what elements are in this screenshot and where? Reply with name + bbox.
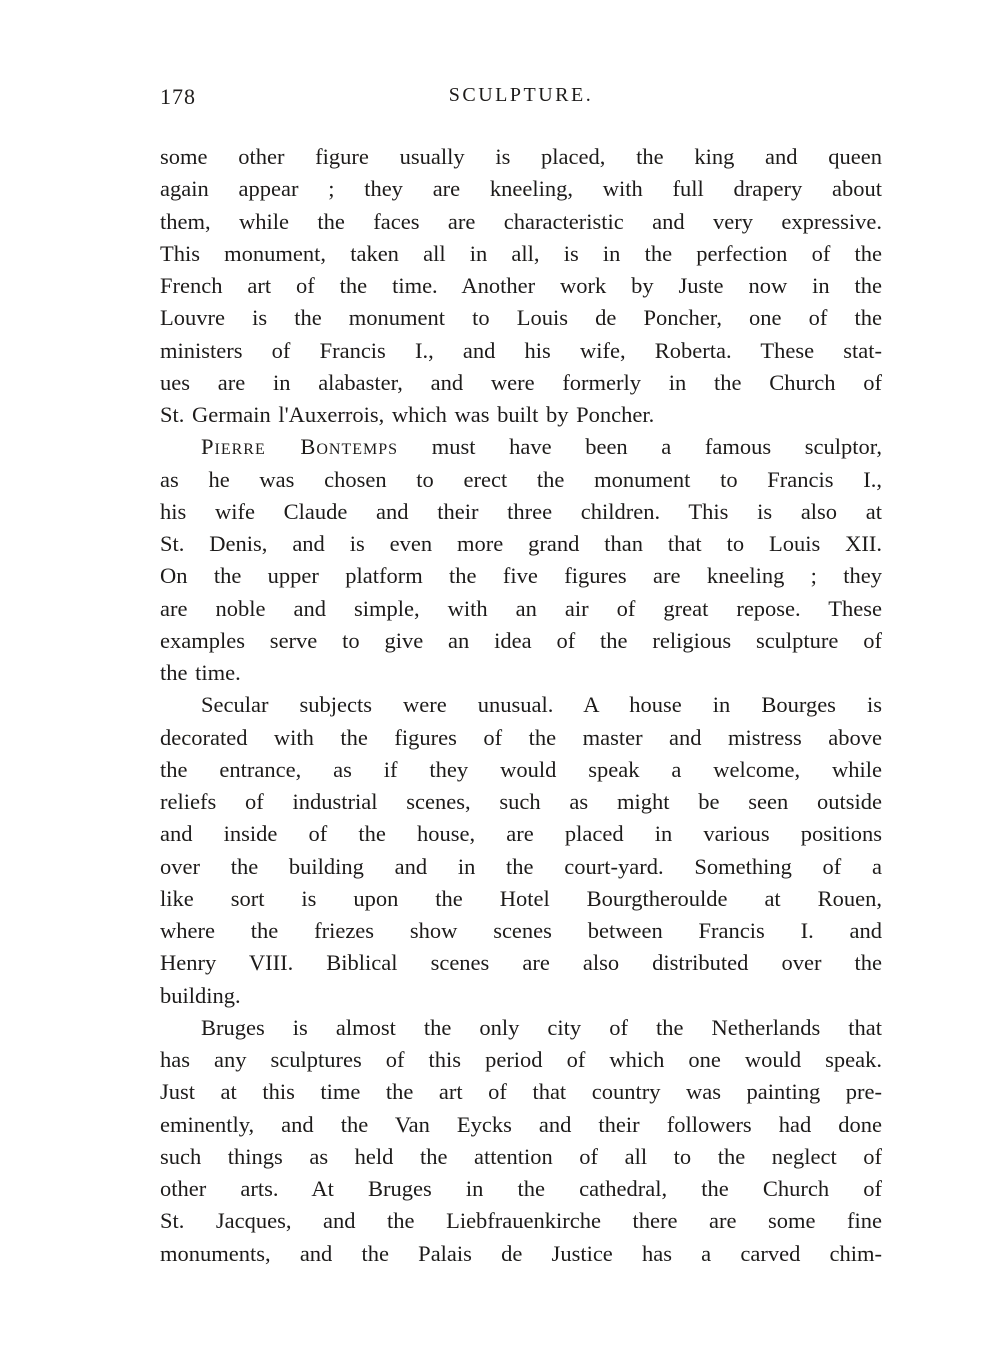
text-line: some other figure usually is placed, the king and queen	[160, 144, 882, 169]
page-header-row	[160, 84, 882, 114]
text-line: Louvre is the monument to Louis de Poncher, one of the	[160, 305, 882, 331]
text-line: like sort is upon the Hotel Bourgtheroulde at Rouen,	[160, 885, 882, 911]
text-line: over the building and in the court-yard. Something of a	[160, 853, 882, 879]
text-line: them, while the faces are characteristic and very expressive.	[160, 208, 882, 234]
text-line: examples serve to give an idea of the religious sculpture of	[160, 627, 882, 653]
text-line: Just at this time the art of that country was painting pre-	[160, 1079, 882, 1105]
text-block	[160, 141, 882, 1270]
running-head-title: SCULPTURE.	[448, 84, 594, 106]
text-line: St. Denis, and is even more grand than that to Louis XII.	[160, 531, 882, 556]
text-line: ministers of Francis I., and his wife, Roberta. These stat-	[160, 337, 882, 363]
text-line: has any sculptures of this period of which one would speak.	[160, 1047, 882, 1072]
smallcaps-name: Pierre Bontemps	[201, 434, 399, 460]
text-line: St. Jacques, and the Liebfrauenkirche there are some fine	[160, 1208, 882, 1234]
text-line	[160, 431, 882, 463]
text-line: such things as held the attention of all to the neglect of	[160, 1143, 882, 1169]
text-line: other arts. At Bruges in the cathedral, the Church of	[160, 1176, 882, 1201]
text-line: and inside of the house, are placed in various positions	[160, 821, 882, 847]
text-line: St. Germain l'Auxerrois, which was built by Poncher.	[160, 402, 655, 427]
text-line: monuments, and the Palais de Justice has a carved chim-	[160, 1240, 882, 1266]
text-line: Secular subjects were unusual. A house in Bourges is	[201, 692, 882, 718]
page-number: 178	[160, 84, 196, 109]
text-line: Henry VIII. Biblical scenes are also distributed over the	[160, 950, 882, 976]
text-line: reliefs of industrial scenes, such as might be seen outside	[160, 789, 882, 814]
text-line: decorated with the figures of the master and mistress above	[160, 724, 882, 750]
text-line: building.	[160, 982, 241, 1008]
text-line: his wife Claude and their three children. This is also at	[160, 498, 882, 524]
text-line: This monument, taken all in all, is in the perfection of the	[160, 240, 882, 266]
text-line: On the upper platform the five figures are kneeling ; they	[160, 563, 882, 589]
text-line: ues are in alabaster, and were formerly in the Church of	[160, 369, 882, 395]
text-line: again appear ; they are kneeling, with full drapery about	[160, 176, 882, 202]
text-line-rest: must have been a famous sculptor,	[431, 434, 883, 460]
text-line: where the friezes show scenes between Francis I. and	[160, 918, 882, 943]
text-line: are noble and simple, with an air of great repose. These	[160, 595, 882, 621]
text-line: the time.	[160, 660, 241, 685]
text-line: as he was chosen to erect the monument to Francis I.,	[160, 466, 882, 492]
text-line: Bruges is almost the only city of the Netherlands that	[201, 1014, 882, 1040]
text-line: the entrance, as if they would speak a welcome, while	[160, 756, 882, 782]
text-line: eminently, and the Van Eycks and their followers had done	[160, 1111, 882, 1137]
text-line: French art of the time. Another work by Juste now in the	[160, 273, 882, 298]
